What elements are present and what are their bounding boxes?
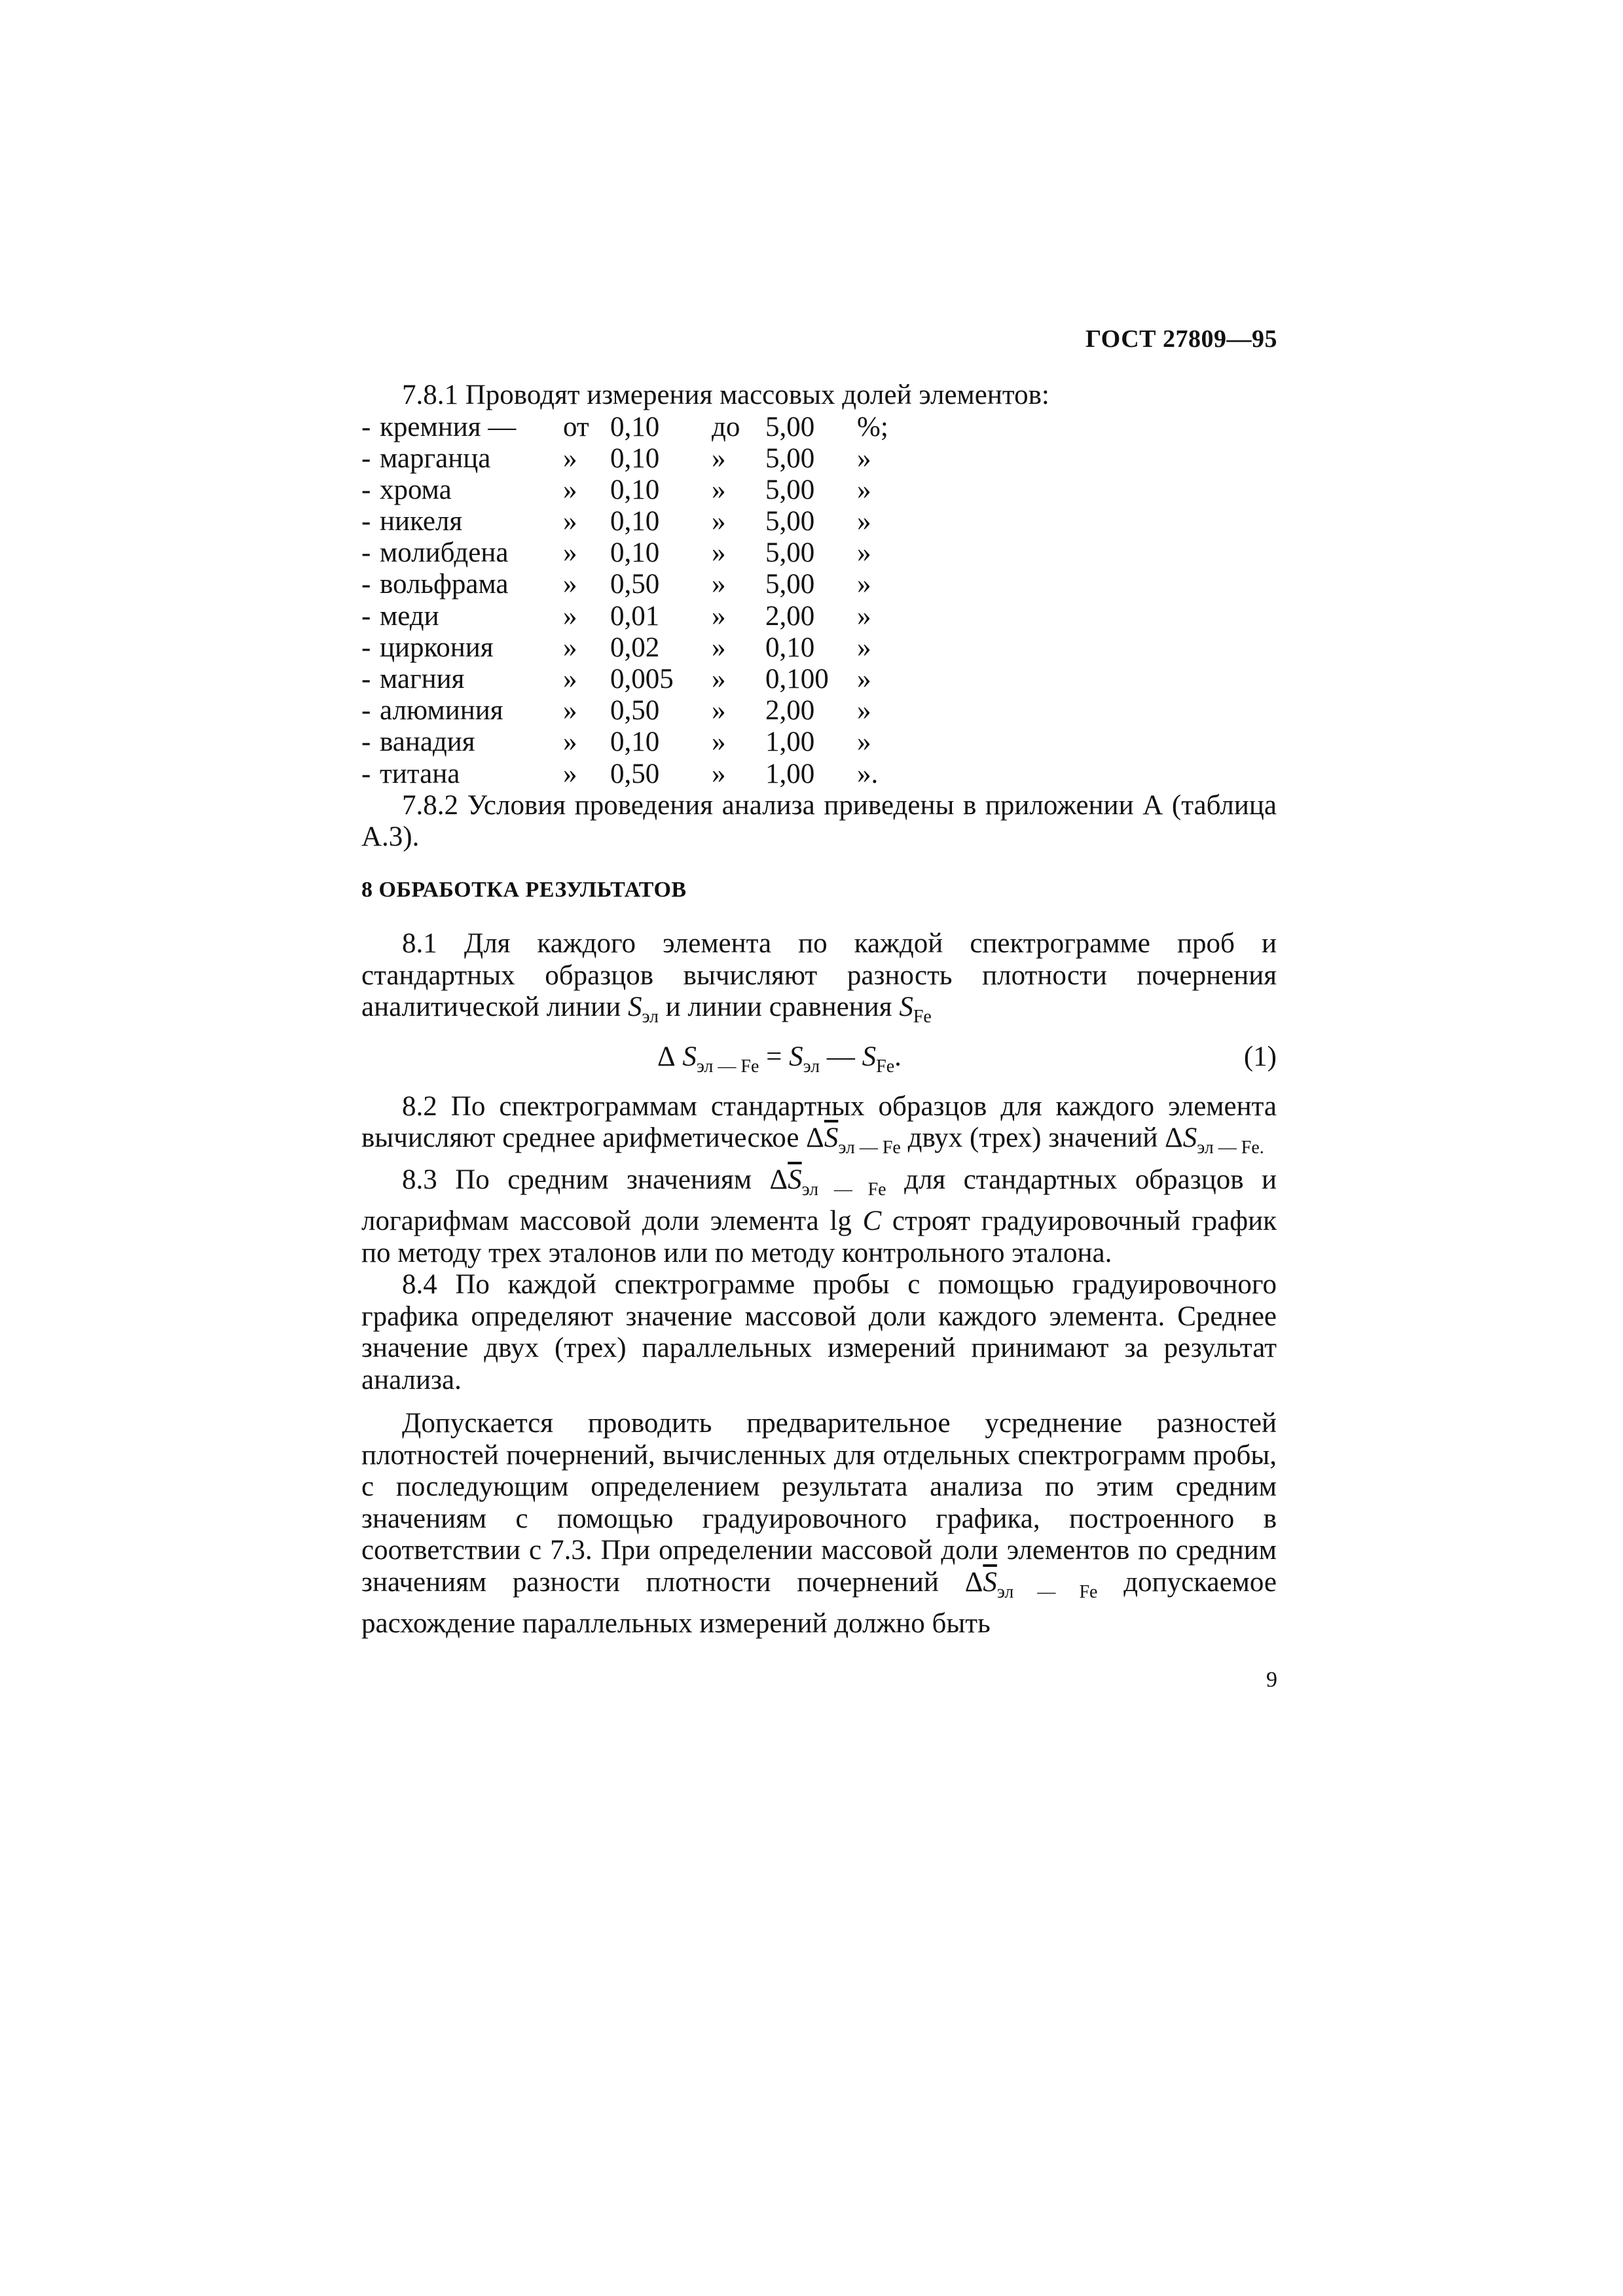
range-unit: »: [857, 506, 871, 537]
element-name: молибдена: [380, 537, 509, 569]
range-to-word: »: [712, 569, 726, 600]
range-unit: »: [857, 442, 871, 474]
element-name: ванадия: [380, 726, 475, 758]
list-dash: -: [361, 537, 371, 569]
paragraph-8-4: 8.4 По каждой спектрограмме пробы с помощью градуировочного графика определяют значение массовой доли каждого элемента. Среднее значение двух (трех) параллельных измерений принимают за результат анализа.: [361, 1269, 1277, 1395]
list-dash: -: [361, 600, 371, 632]
range-unit: »: [857, 726, 871, 758]
element-range-row: [361, 601, 1277, 632]
document-body: [361, 380, 1277, 1640]
range-min-value: 0,10: [610, 506, 660, 537]
p8-3-s-mean: $\overline{S}$: [788, 1164, 802, 1195]
formula-lhs-sub: эл — Fe: [696, 1056, 759, 1077]
element-range-row: [361, 664, 1277, 695]
p8-3-c: C: [862, 1206, 882, 1237]
p8-2-sub2: эл — Fe.: [1197, 1138, 1264, 1158]
range-from-word: »: [563, 695, 577, 726]
element-range-row: [361, 412, 1277, 443]
p8-1-s2-sub: Fe: [913, 1007, 932, 1028]
range-from-word: »: [563, 664, 577, 694]
range-min-value: 0,005: [610, 664, 674, 694]
formula-expression: [657, 1041, 902, 1083]
range-to-word: »: [712, 442, 726, 474]
list-dash: -: [361, 726, 371, 758]
range-min-value: 0,02: [610, 632, 660, 663]
formula-r2: S: [862, 1041, 877, 1072]
range-from-word: »: [563, 758, 577, 789]
paragraph-7-8-1-intro: 7.8.1 Проводят измерения массовых долей элементов:: [402, 380, 1049, 410]
list-dash: -: [361, 664, 371, 694]
range-unit: »: [857, 569, 871, 600]
formula-end: .: [894, 1041, 902, 1072]
p8-1-s1-sub: эл: [642, 1007, 659, 1028]
range-from-word: »: [563, 442, 577, 474]
range-unit: »: [857, 474, 871, 505]
p8-2-s-mean: $\overline{S}$: [824, 1122, 839, 1154]
formula-1: [361, 1039, 1277, 1081]
p8-2-text-b: двух (трех) значений: [900, 1122, 1165, 1154]
p8-1-text-a: 8.1 Для каждого элемента по каждой спектрограмме проб и стандартных образцов вычисляют разность плотности почернения аналитической линии: [361, 928, 1277, 1023]
list-dash: -: [361, 758, 371, 789]
element-range-row: [361, 726, 1277, 758]
element-name: хрома: [380, 474, 452, 505]
element-range-row: [361, 506, 1277, 537]
element-name: марганца: [380, 442, 491, 474]
p8-3-text-a: 8.3 По средним значениям: [402, 1164, 770, 1195]
element-name: циркония: [380, 632, 494, 663]
range-from-word: »: [563, 726, 577, 758]
element-name: меди: [380, 600, 439, 632]
range-to-word: »: [712, 695, 726, 726]
p-allowed-s-mean: $\overline{S}$: [983, 1566, 997, 1598]
element-name: титана: [380, 758, 460, 789]
p8-2-delta2: Δ: [1165, 1122, 1183, 1154]
paragraph-8-1: [361, 928, 1277, 1033]
range-from-word: »: [563, 474, 577, 505]
paragraph-7-8-2: 7.8.2 Условия проведения анализа приведены в приложении А (таблица А.3).: [361, 789, 1277, 853]
p8-1-s2: S: [899, 992, 913, 1023]
formula-number: (1): [1243, 1041, 1277, 1072]
element-range-row: [361, 759, 1277, 790]
list-dash: -: [361, 569, 371, 600]
section-8-title: 8 ОБРАБОТКА РЕЗУЛЬТАТОВ: [361, 877, 687, 902]
formula-r2-sub: Fe: [876, 1056, 895, 1077]
element-name: никеля: [380, 506, 463, 537]
element-range-row: [361, 475, 1277, 506]
element-name: кремния —: [380, 411, 517, 442]
p8-2-delta: Δ: [806, 1122, 824, 1154]
range-unit: »: [857, 600, 871, 632]
p8-3-sub: эл — Fe: [801, 1179, 886, 1200]
p8-2-s2: S: [1182, 1122, 1197, 1154]
range-unit: »: [857, 695, 871, 726]
paragraph-allowed-averaging: [361, 1408, 1277, 1640]
range-unit: »: [857, 537, 871, 569]
p8-3-text-c: строят градуировочный график по методу трех эталонов или по методу контрольного эталона.: [361, 1206, 1277, 1268]
range-min-value: 0,10: [610, 411, 660, 442]
range-min-value: 0,50: [610, 758, 660, 789]
range-unit: »: [857, 632, 871, 663]
p8-2-text-a: 8.2 По спектрограммам стандартных образцов для каждого элемента вычисляют среднее арифметическое: [361, 1090, 1277, 1154]
p8-2-sub: эл — Fe: [838, 1138, 901, 1158]
formula-lhs: S: [682, 1041, 697, 1072]
range-min-value: 0,10: [610, 442, 660, 474]
element-range-row: [361, 569, 1277, 600]
formula-r1: S: [789, 1041, 803, 1072]
element-range-list: [361, 412, 1277, 790]
formula-r1-sub: эл: [803, 1056, 820, 1077]
range-from-word: »: [563, 506, 577, 537]
p8-1-s1: S: [627, 992, 642, 1023]
element-range-row: [361, 695, 1277, 726]
list-dash: -: [361, 442, 371, 474]
range-unit: %;: [857, 411, 888, 442]
range-to-word: »: [712, 664, 726, 694]
p-allowed-text-b: допускаемое расхождение параллельных измерений должно быть: [361, 1566, 1277, 1640]
range-max-value: 5,00: [765, 474, 815, 505]
p8-3-delta: Δ: [769, 1164, 788, 1195]
range-from-word: »: [563, 632, 577, 663]
range-to-word: »: [712, 758, 726, 789]
range-from-word: »: [563, 569, 577, 600]
element-name: алюминия: [380, 695, 503, 726]
range-unit: »: [857, 664, 871, 694]
range-min-value: 0,50: [610, 695, 660, 726]
range-max-value: 0,100: [765, 664, 829, 694]
element-name: магния: [380, 664, 465, 694]
list-dash: -: [361, 411, 371, 442]
p-allowed-text-a: Допускается проводить предварительное усреднение разностей плотностей почернений, вычисленных для отдельных спектрограмм пробы, с последующим определением результата анализа по этим средним значениям с помощью градуировочного графика, построенного в соответствии с 7.3. При определении массовой доли элементов по средним значениям разности плотности почернений: [361, 1408, 1277, 1598]
paragraph-8-3: [361, 1164, 1277, 1270]
element-range-row: [361, 632, 1277, 664]
paragraph-8-2: [361, 1091, 1277, 1164]
p-allowed-delta: Δ: [964, 1566, 983, 1598]
element-range-row: [361, 443, 1277, 475]
range-max-value: 5,00: [765, 442, 815, 474]
range-max-value: 2,00: [765, 600, 815, 632]
list-dash: -: [361, 506, 371, 537]
formula-eq: =: [759, 1041, 790, 1072]
range-min-value: 0,10: [610, 726, 660, 758]
list-dash: -: [361, 474, 371, 505]
range-to-word: »: [712, 600, 726, 632]
page-number: 9: [1266, 1668, 1277, 1692]
range-min-value: 0,50: [610, 569, 660, 600]
range-from-word: от: [563, 411, 589, 442]
p-allowed-sub: эл — Fe: [996, 1581, 1098, 1602]
formula-delta: Δ: [657, 1041, 676, 1072]
formula-minus: —: [820, 1041, 862, 1072]
range-max-value: 5,00: [765, 411, 815, 442]
range-to-word: »: [712, 506, 726, 537]
range-max-value: 2,00: [765, 695, 815, 726]
range-max-value: 5,00: [765, 537, 815, 569]
range-min-value: 0,10: [610, 537, 660, 569]
range-min-value: 0,01: [610, 600, 660, 632]
range-to-word: »: [712, 632, 726, 663]
range-from-word: »: [563, 537, 577, 569]
range-to-word: »: [712, 726, 726, 758]
p8-1-text-b: и линии сравнения: [658, 992, 900, 1023]
range-to-word: »: [712, 537, 726, 569]
range-unit: ».: [857, 758, 879, 789]
p8-3-text-b: для стандартных образцов и логарифмам массовой доли элемента lg: [361, 1164, 1277, 1237]
range-max-value: 1,00: [765, 726, 815, 758]
range-from-word: »: [563, 600, 577, 632]
range-max-value: 0,10: [765, 632, 815, 663]
range-max-value: 5,00: [765, 569, 815, 600]
range-to-word: до: [712, 411, 740, 442]
element-range-row: [361, 537, 1277, 569]
list-dash: -: [361, 632, 371, 663]
range-min-value: 0,10: [610, 474, 660, 505]
list-dash: -: [361, 695, 371, 726]
document-header-id: ГОСТ 27809—95: [1085, 325, 1277, 353]
range-max-value: 1,00: [765, 758, 815, 789]
range-to-word: »: [712, 474, 726, 505]
element-name: вольфрама: [380, 569, 509, 600]
range-max-value: 5,00: [765, 506, 815, 537]
